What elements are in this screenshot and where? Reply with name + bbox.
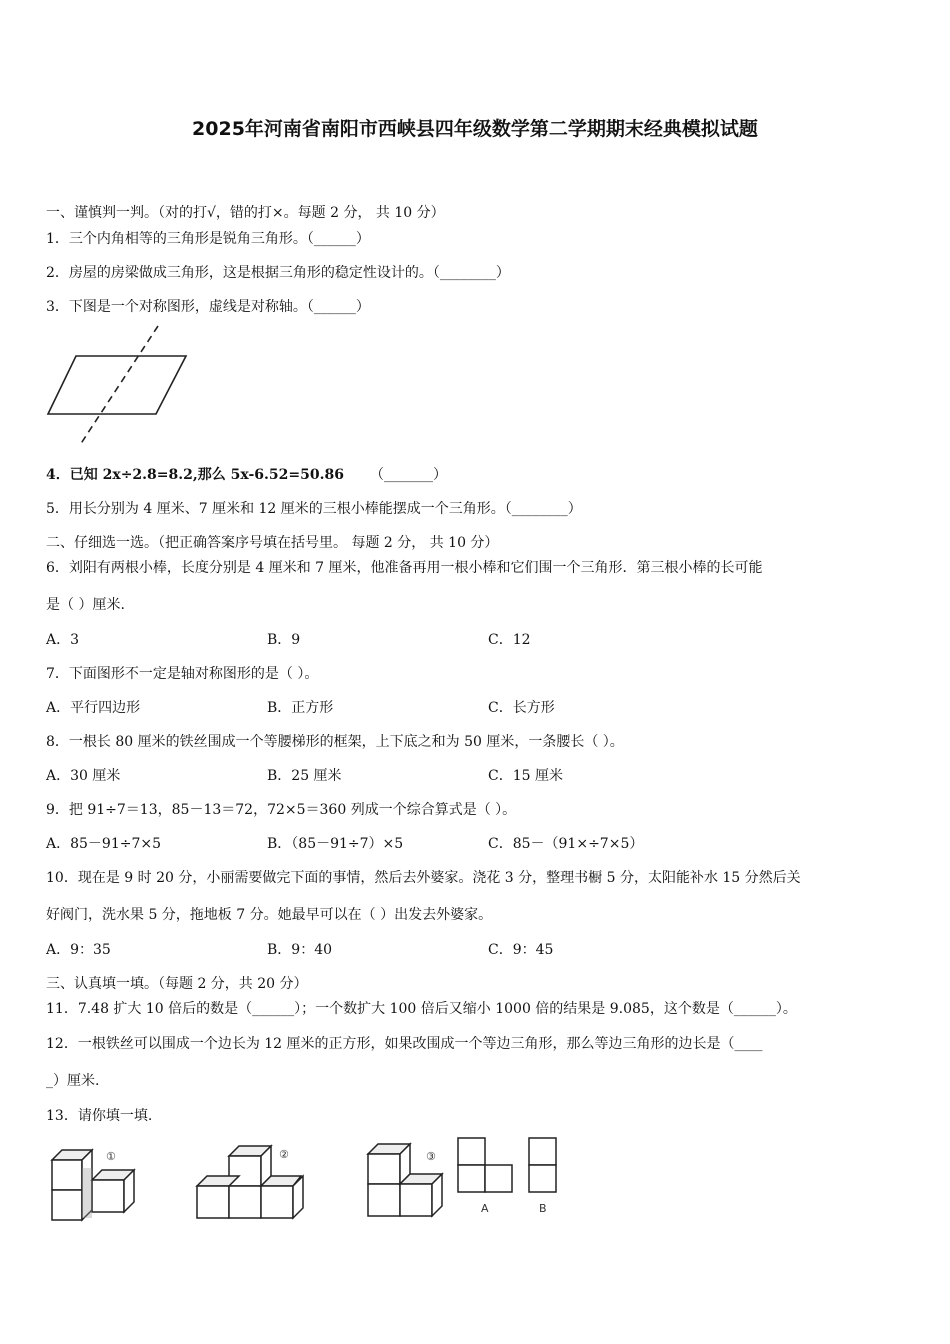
- question-4: [46, 464, 447, 484]
- question-1: 1．三个内角相等的三角形是锐角三角形。（______）: [46, 231, 370, 247]
- view-a: [456, 1136, 516, 1220]
- q8-option-a: A．30 厘米: [46, 768, 121, 784]
- question-6-line1: 6．刘阳有两根小棒，长度分别是 4 厘米和 7 厘米，他准备再用一根小棒和它们围一个三角形．第三根小棒的长可能: [46, 560, 763, 576]
- view-b-label: B: [539, 1202, 547, 1215]
- figure-2-label: ②: [279, 1148, 289, 1161]
- q9-option-c: C．85－（91×÷7×5）: [488, 836, 644, 852]
- question-11: 11．7.48 扩大 10 倍后的数是（______）；一个数扩大 100 倍后又缩小 1000 倍的结果是 9.085，这个数是（______）。: [46, 1001, 797, 1017]
- q10-option-b: B．9：40: [267, 942, 333, 958]
- page-title: 2025年河南省南阳市西峡县四年级数学第二学期期末经典模拟试题: [192, 118, 758, 140]
- q6-option-b: B．9: [267, 632, 301, 648]
- cube-figure-1: [46, 1144, 156, 1226]
- q6-option-a: A．3: [46, 632, 80, 648]
- view-a-label: A: [481, 1202, 489, 1215]
- parallelogram-shape: [48, 356, 186, 414]
- cube-figure-2: [193, 1144, 318, 1224]
- question-12-line2: _）厘米.: [46, 1073, 100, 1089]
- question-3: 3．下图是一个对称图形，虚线是对称轴。（______）: [46, 299, 370, 315]
- q7-option-b: B．正方形: [267, 700, 334, 716]
- q10-option-c: C．9：45: [488, 942, 554, 958]
- question-7: 7．下面图形不一定是轴对称图形的是（ ）。: [46, 666, 319, 682]
- question-4-blank: （_______）: [370, 467, 447, 483]
- question-5: 5．用长分别为 4 厘米、7 厘米和 12 厘米的三根小棒能摆成一个三角形。（________）: [46, 501, 582, 517]
- parallelogram-figure: [46, 324, 191, 446]
- question-10-line2: 好阀门，洗水果 5 分，拖地板 7 分。她最早可以在（ ）出发去外婆家。: [46, 907, 493, 923]
- section3-heading: 三、认真填一填。（每题 2 分，共 20 分）: [46, 976, 308, 992]
- q8-option-c: C．15 厘米: [488, 768, 563, 784]
- question-9: 9．把 91÷7＝13，85－13＝72，72×5＝360 列成一个综合算式是（ ）。: [46, 802, 517, 818]
- figure-3-label: ③: [426, 1150, 436, 1163]
- question-6-line2: 是（ ）厘米.: [46, 597, 125, 613]
- symmetry-axis-dashed-line: [80, 326, 158, 445]
- q10-option-a: A．9：35: [46, 942, 111, 958]
- q6-option-c: C．12: [488, 632, 531, 648]
- question-12-line1: 12．一根铁丝可以围成一个边长为 12 厘米的正方形，如果改围成一个等边三角形，那么等边三角形的边长是（____: [46, 1036, 763, 1052]
- figure-1-label: ①: [106, 1150, 116, 1163]
- q8-option-b: B．25 厘米: [267, 768, 342, 784]
- question-8: 8．一根长 80 厘米的铁丝围成一个等腰梯形的框架，上下底之和为 50 厘米，一条腰长（ ）。: [46, 734, 624, 750]
- q7-option-c: C．长方形: [488, 700, 555, 716]
- q9-option-a: A．85－91÷7×5: [46, 836, 162, 852]
- question-13: 13．请你填一填.: [46, 1108, 153, 1124]
- section1-heading: 一、谨慎判一判。（对的打√，错的打×。每题 2 分， 共 10 分）: [46, 205, 445, 221]
- question-10-line1: 10．现在是 9 时 20 分，小丽需要做完下面的事情，然后去外婆家。浇花 3 分，整理书橱 5 分，太阳能补水 15 分然后关: [46, 870, 801, 886]
- view-b: [527, 1136, 561, 1220]
- q7-option-a: A．平行四边形: [46, 700, 141, 716]
- q9-option-b: B．（85－91÷7）×5: [267, 836, 404, 852]
- question-4-text: 4．已知 2x÷2.8=8.2,那么 5x-6.52=50.86: [46, 467, 344, 483]
- question-2: 2．房屋的房梁做成三角形，这是根据三角形的稳定性设计的。（________）: [46, 265, 510, 281]
- cube-figure-3: [364, 1138, 454, 1223]
- section2-heading: 二、仔细选一选。（把正确答案序号填在括号里。 每题 2 分， 共 10 分）: [46, 535, 499, 551]
